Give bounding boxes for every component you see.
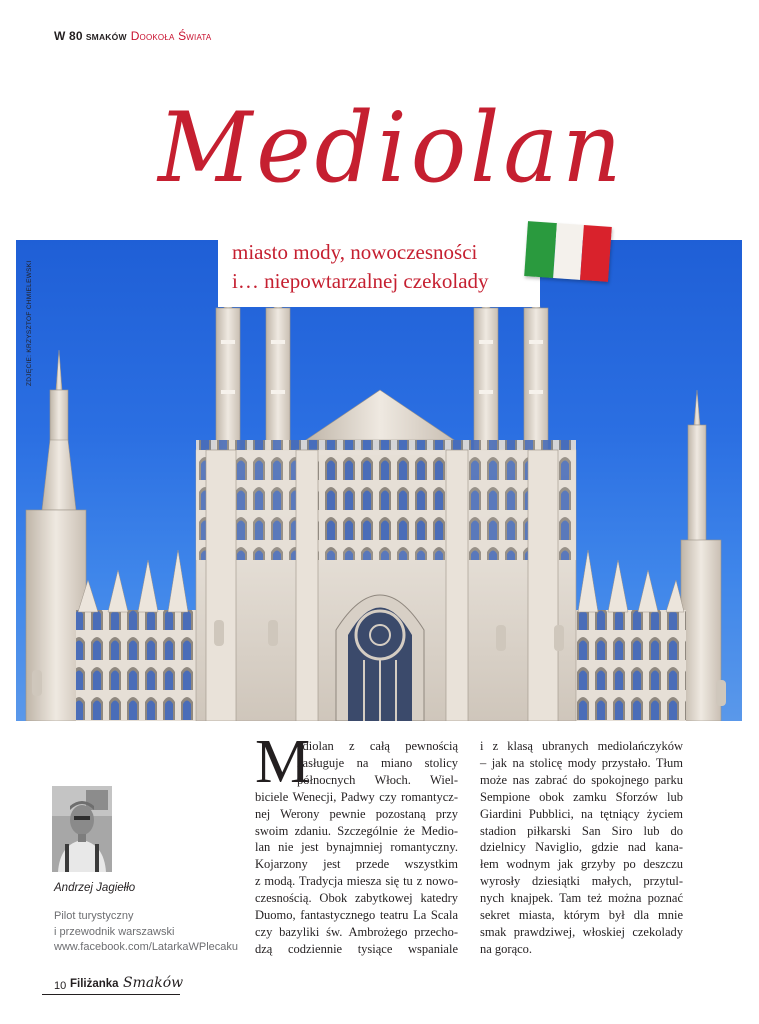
footer-rule [42,994,180,995]
body-line: nej Werony pewnie pozostaną przy [255,806,458,821]
subtitle-line-2: i… niepowtarzalnej czekolady [232,269,489,293]
page-number: 10 [54,980,67,992]
body-line: ediolan z całą pewnością [297,739,458,753]
header-magazine-word: SMAKÓW [85,32,127,42]
subtitle-box [218,232,540,307]
section-header [54,29,211,43]
body-line: Kojarzony jest przede wszystkim [255,857,458,872]
body-line: zasługuje na miano stolicy [297,755,458,770]
body-line: dzielnicy Naviglio, gdzie nad kana- [480,840,683,855]
drop-cap: M [255,728,311,796]
body-line: północnych Włoch. Wiel- [297,772,458,787]
body-line: sekret miasta, którym był dla mnie [480,908,683,923]
flag-white-stripe [553,223,584,280]
body-line: czy bazyliki św. Ambrożego przecho- [255,924,458,939]
body-line: łem wodnym jak grzyby po deszczu [480,857,683,872]
body-line: lan nie jest bynajmniej romantyczny. [255,840,458,855]
flag-green-stripe [524,221,556,278]
body-line: czesnością. Obok zabytkowej katedry [255,891,458,906]
footer-brand-filizanka: Filiżanka [70,978,119,990]
body-column-2 [480,738,683,958]
author-website-link[interactable]: www.facebook.com/LatarkaWPlecaku [54,941,239,953]
body-line: może nas zabrać do spokojnego parku [480,772,683,787]
flag-red-stripe [580,225,611,282]
body-line: nych knajpek. Tam też można poznać [480,891,683,906]
body-line: Giardini Pubblici, na tętniący życiem [480,806,683,821]
body-column-1 [255,728,458,958]
author-role-line-2: i przewodnik warszawski [54,925,175,938]
author-role-line-1: Pilot turystyczny [54,910,134,922]
photo-credit-text: ZDJĘCIE: KRZYSZTOF CHMIELEWSKI [26,260,33,386]
article-title: Mediolan [158,92,626,204]
body-line: stadion piłkarski San Siro lub do [480,823,683,838]
duomo-illustration [16,240,742,721]
author-bio [54,909,238,956]
body-line: na gorąco. [480,941,533,956]
body-line: biciele Wenecji, Padwy czy romantycz- [255,789,458,804]
page-footer [42,975,182,997]
header-section: Dookoła Świata [130,29,212,43]
header-prefix: W 80 [54,29,83,43]
body-line: swoim zdaniu. Szczególnie że Medio- [255,823,458,838]
author-name: Andrzej Jagiełło [54,882,136,894]
photo-credit [26,246,36,386]
body-line: z modą. Tradycja miesza się tu z nowo- [255,874,458,889]
body-line: Sempione obok zamku Sforzów lub [480,789,683,804]
body-line: smak prawdziwej, włoskiej czekolady [480,924,683,939]
subtitle-line-1: miasto mody, nowoczesności [232,240,478,264]
body-line: Duomo, fantastycznego teatru La Scala [255,908,458,923]
author-portrait [52,786,112,872]
author-photo [52,786,112,872]
body-line: dzą codziennie tysiące wspaniale [255,941,458,956]
duomo-photo [16,240,742,721]
footer-brand-smakow: Smaków [123,975,184,991]
italian-flag-icon [524,221,612,282]
body-line: wyrosły dziesiątki małych, przytul- [480,874,683,889]
body-line: – jak na stolicę mody przystało. Tłum [480,755,683,770]
body-line: i z klasą ubranych mediolańczyków [480,739,683,753]
